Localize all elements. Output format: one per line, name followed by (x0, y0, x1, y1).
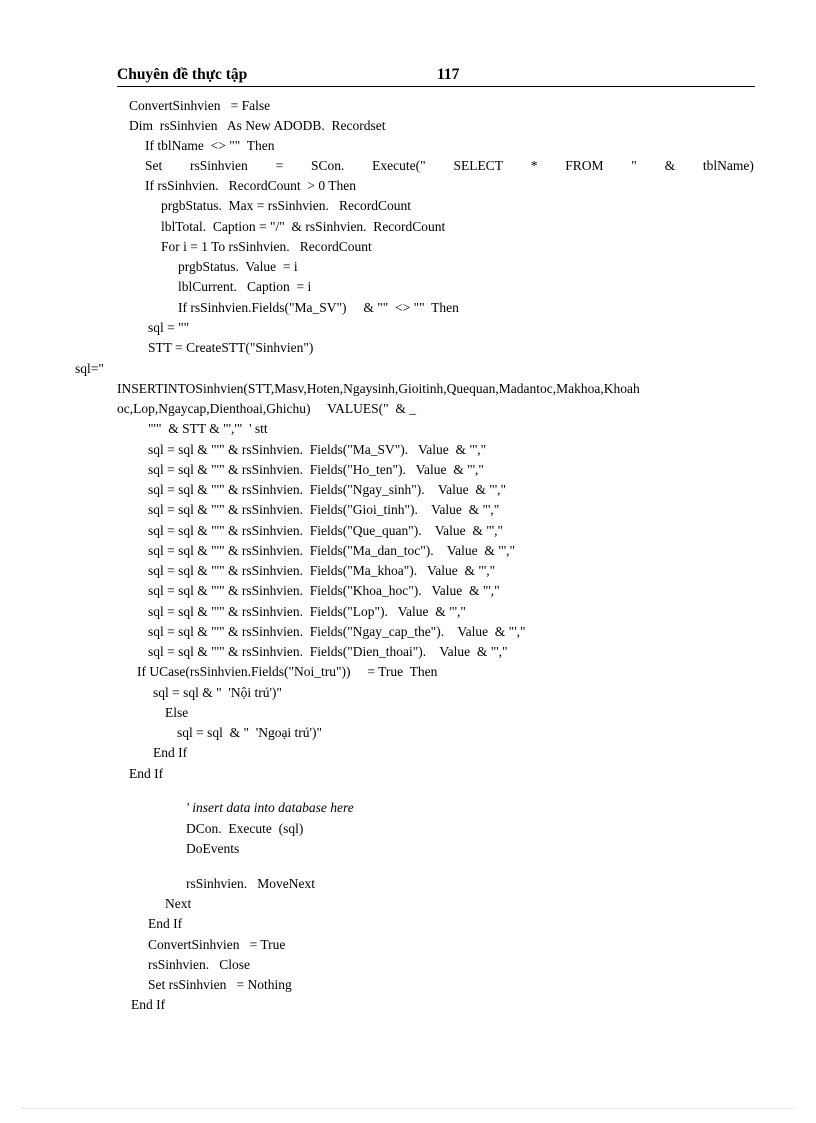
code-line: rsSinhvien. MoveNext (186, 876, 315, 891)
code-line (117, 380, 744, 397)
code-token: rsSinhvien (190, 158, 248, 173)
code-token: & (664, 158, 676, 173)
page-number: 117 (437, 66, 460, 83)
code-line: If rsSinhvien.Fields("Ma_SV") & "" <> "" Then (178, 300, 459, 315)
code-token: SCon. (311, 158, 345, 173)
code-line: If rsSinhvien. RecordCount > 0 Then (145, 178, 356, 193)
code-line: ConvertSinhvien = True (148, 937, 286, 952)
code-line: End If (131, 997, 166, 1012)
code-line: sql = sql & "'" & rsSinhvien. Fields("Gioi_tinh"). Value & "'," (148, 502, 500, 517)
code-line: sql = sql & "'" & rsSinhvien. Fields("Lop"). Value & "'," (148, 604, 466, 619)
code-line: oc,Lop,Ngaycap,Dienthoai,Ghichu) VALUES(" & _ (117, 401, 416, 416)
code-line: sql = sql & "'" & rsSinhvien. Fields("Ngay_sinh"). Value & "'," (148, 482, 507, 497)
page-bottom-divider (22, 1108, 794, 1109)
code-line: lblTotal. Caption = "/" & rsSinhvien. RecordCount (161, 219, 446, 234)
code-line: sql = sql & "'" & rsSinhvien. Fields("Ma_dan_toc"). Value & "'," (148, 543, 516, 558)
code-comment: ' insert data into database here (186, 800, 354, 815)
page-header (117, 66, 755, 87)
code-line: sql = sql & "'" & rsSinhvien. Fields("Ngay_cap_the"). Value & "'," (148, 624, 526, 639)
code-line: If tblName <> "" Then (145, 138, 275, 153)
code-token: = (275, 158, 284, 173)
code-line: sql=" (75, 361, 104, 376)
header-title: Chuyên đề thực tập (117, 66, 248, 83)
code-line: End If (148, 916, 183, 931)
code-line: sql = sql & "'" & rsSinhvien. Fields("Ma_khoa"). Value & "'," (148, 563, 496, 578)
code-line: DCon. Execute (sql) (186, 821, 304, 836)
code-line: DoEvents (186, 841, 240, 856)
code-line: sql = sql & " 'Ngoại trú')" (177, 725, 322, 740)
code-token: Set (145, 158, 163, 173)
code-token: tblName) (702, 158, 754, 173)
code-line: Next (165, 896, 192, 911)
code-line: For i = 1 To rsSinhvien. RecordCount (161, 239, 372, 254)
code-line: Else (165, 705, 189, 720)
code-line: STT = CreateSTT("Sinhvien") (148, 340, 314, 355)
code-line: lblCurrent. Caption = i (178, 279, 312, 294)
code-line: sql = sql & " 'Nội trú')" (153, 685, 282, 700)
code-line: End If (153, 745, 188, 760)
code-token: FROM (565, 158, 604, 173)
code-line: prgbStatus. Value = i (178, 259, 298, 274)
code-line: End If (129, 766, 164, 781)
code-line: If UCase(rsSinhvien.Fields("Noi_tru")) = True Then (137, 664, 438, 679)
code-line: "'" & STT & "','" ' stt (148, 421, 268, 436)
code-text: INSERTINTOSinhvien(STT,Masv,Hoten,Ngaysinh,Gioitinh,Quequan,Madantoc,Makhoa,Khoah (117, 381, 640, 396)
code-line: sql = "" (148, 320, 190, 335)
code-token: " (631, 158, 637, 173)
code-line-justified (145, 157, 754, 174)
code-line: sql = sql & "'" & rsSinhvien. Fields("Dien_thoai"). Value & "'," (148, 644, 508, 659)
code-line: sql = sql & "'" & rsSinhvien. Fields("Ma_SV"). Value & "'," (148, 442, 487, 457)
code-token: * (530, 158, 538, 173)
code-token: SELECT (453, 158, 503, 173)
code-token: Execute(" (372, 158, 426, 173)
code-line: sql = sql & "'" & rsSinhvien. Fields("Que_quan"). Value & "'," (148, 523, 504, 538)
code-line: sql = sql & "'" & rsSinhvien. Fields("Khoa_hoc"). Value & "'," (148, 583, 500, 598)
code-line: Dim rsSinhvien As New ADODB. Recordset (129, 118, 386, 133)
code-line: ConvertSinhvien = False (129, 98, 271, 113)
code-line: sql = sql & "'" & rsSinhvien. Fields("Ho_ten"). Value & "'," (148, 462, 484, 477)
code-line: rsSinhvien. Close (148, 957, 251, 972)
code-line: Set rsSinhvien = Nothing (148, 977, 292, 992)
code-line: prgbStatus. Max = rsSinhvien. RecordCount (161, 198, 411, 213)
